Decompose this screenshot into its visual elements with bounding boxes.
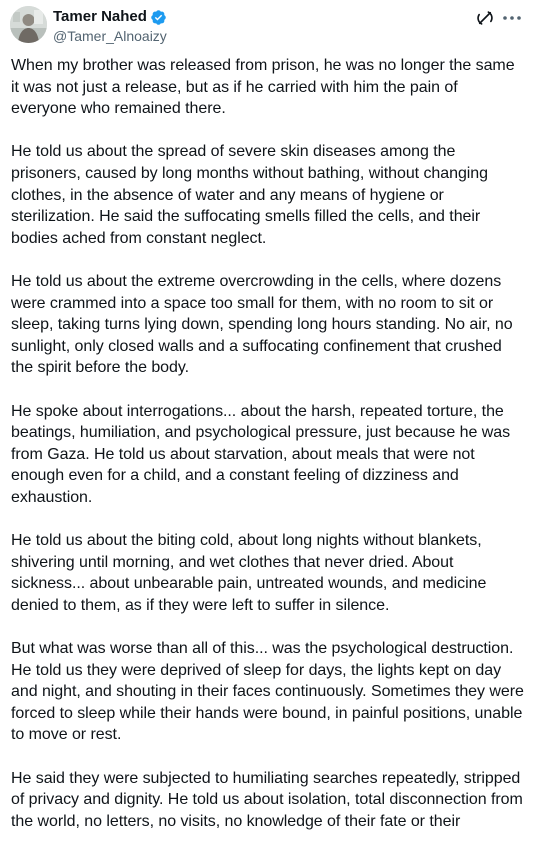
author-handle[interactable]: @Tamer_Alnoaizy — [53, 28, 167, 44]
post-paragraph: He spoke about interrogations... about the harsh, repeated torture, the beatings, humiliation, and psychological pressure, just because he was from Gaza. He told us about starvation, about meals that were not enough even for a child, and a constant feeling of dizziness and exhaustion. — [11, 402, 511, 506]
author-names — [53, 8, 167, 45]
avatar-photo-icon — [10, 6, 47, 43]
display-name[interactable]: Tamer Nahed — [53, 8, 147, 25]
post-header — [10, 6, 530, 46]
verified-badge-icon — [150, 9, 167, 26]
display-name-row — [53, 8, 167, 26]
avatar[interactable] — [10, 6, 47, 43]
more-horizontal-icon[interactable] — [502, 9, 522, 27]
post-paragraph: He told us about the biting cold, about long nights without blankets, shivering until morning, and wet clothes that never dried. About sickness... about unbearable pain, untreated wounds, and medicine denied to them, as if they were left to suffer in silence. — [11, 532, 487, 614]
post-paragraph: But what was worse than all of this... was the psychological destruction. He told us they were deprived of sleep for days, the lights kept on day and night, and shouting in their faces continuously. Sometimes they were forced to sleep while their hands were bound, in painful positions, unable to move or rest. — [11, 640, 524, 744]
post-paragraph: He told us about the spread of severe skin diseases among the prisoners, caused by long months without bathing, without changing clothes, in the absence of water and any means of hygiene or sterilization. He said the suffocating smells filled the cells, and their bodies ached from constant neglect. — [11, 143, 488, 247]
post-body — [11, 55, 526, 854]
post-paragraph: He told us about the extreme overcrowding in the cells, where dozens were crammed into a space too small for them, with no room to sit or sleep, taking turns lying down, spending long hours standing. No air, no sunlight, only closed walls and a suffocating confinement that crushed the spirit before the body. — [11, 272, 513, 377]
post-paragraph: When my brother was released from prison, he was no longer the same it was not just a release, but as if he carried with him the pain of everyone who remained there. — [11, 57, 515, 118]
grok-icon[interactable] — [476, 9, 494, 27]
post-paragraph: He said they were subjected to humiliating searches repeatedly, stripped of privacy and dignity. He told us about isolation, total disconnection from the world, no letters, no visits, no knowledge of their fate or their — [11, 769, 523, 830]
